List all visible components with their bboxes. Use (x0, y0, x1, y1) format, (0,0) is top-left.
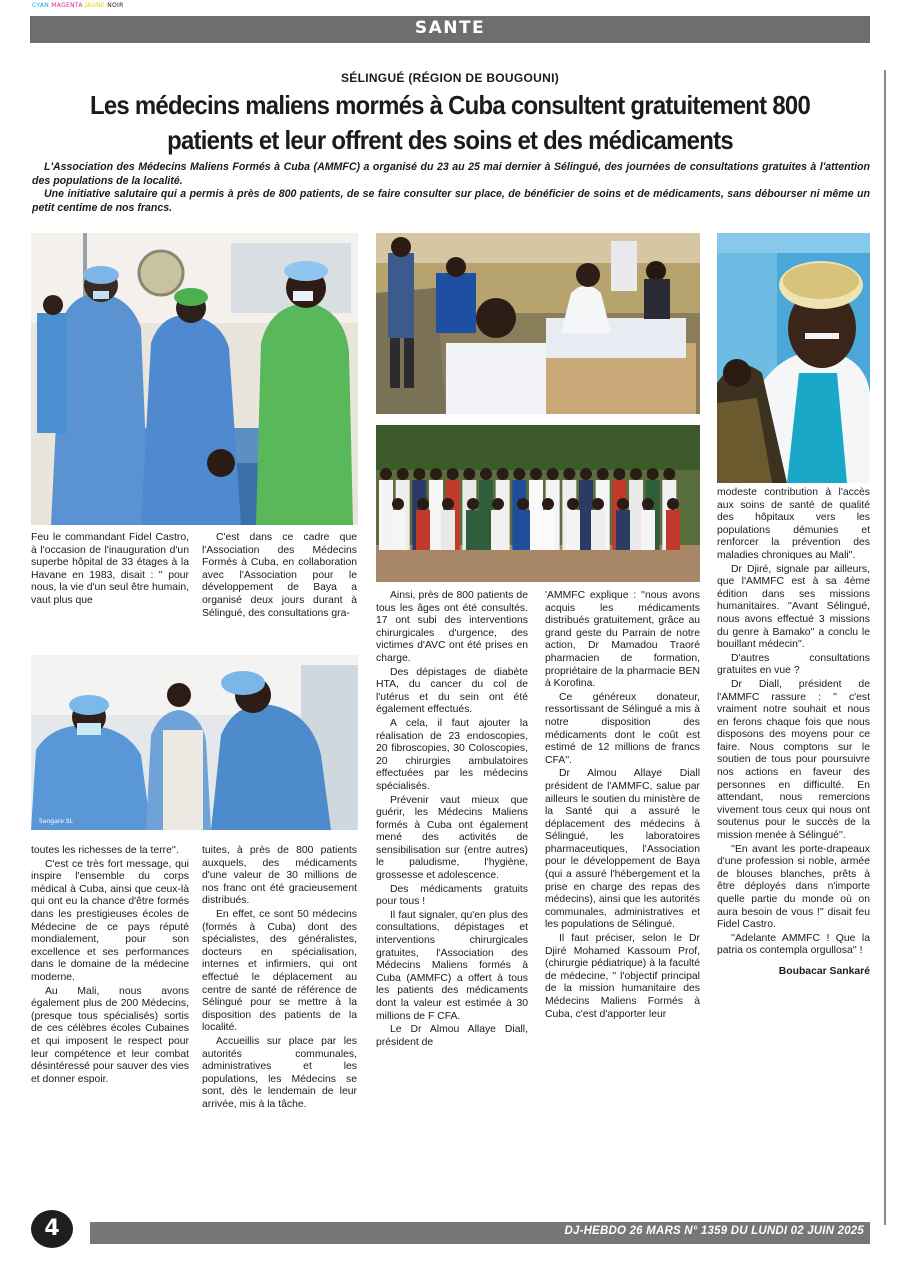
column-2-top (202, 532, 357, 621)
person-figure (541, 510, 555, 550)
person-head (630, 468, 642, 480)
person-head (663, 468, 675, 480)
person-head (442, 498, 454, 510)
paragraph: D'autres consultations gratuites en vue ? (717, 652, 870, 677)
person-head (392, 498, 404, 510)
person-head (430, 468, 442, 480)
photo-credit: Sangare SL (39, 818, 73, 825)
person-head (447, 468, 459, 480)
article-lead (32, 161, 870, 215)
paragraph: Prévenir vaut mieux que guérir, les Médecins Maliens formés à Cuba ont également mené des activités de sensibilisation sur (entre autres) le paludisme, l'hygiène, grossesse et adolescence. (376, 794, 528, 882)
person-figure (391, 510, 405, 550)
person-figure (466, 510, 480, 550)
person-figure (429, 480, 443, 550)
paragraph: 'AMMFC explique : ''nous avons acquis les médicaments distribués gratuitement, grâce au grand geste du Parrain de notre action, Dr Mamadou Traoré pharmacien de formation, propriétaire de la pharmacie BEN à Korofina. (545, 590, 700, 690)
column-3 (376, 590, 528, 1050)
paragraph: toutes les richesses de la terre''. (31, 845, 179, 856)
medical-team-photo (31, 655, 358, 830)
person-head (467, 498, 479, 510)
person-head (547, 468, 559, 480)
paragraph: En effet, ce sont 50 médecins (formés à Cuba) dont des spécialistes, des généralistes, docteurs en spécialisation, internes et infirmiers, qui ont effectué le déplacement au centre de santé de référence de Sélingué pour se mettre à la disposition des patients de la localité. (202, 908, 357, 1034)
paragraph: Ainsi, près de 800 patients de tous les âges ont été consultés. 17 ont subi des interventions chirurgicales d'urgence, des victimes d'AVC ont été prises en charge. (376, 590, 528, 664)
person-head (613, 468, 625, 480)
person-head (580, 468, 592, 480)
column-1-top (31, 532, 189, 609)
column-2-bottom (202, 845, 357, 1112)
person-head (492, 498, 504, 510)
person-figure (491, 510, 505, 550)
person-head (647, 468, 659, 480)
surgery-photo (31, 233, 358, 525)
mark-cyan: CYAN (32, 2, 50, 9)
paragraph: C'est ce très fort message, qui inspire l'ensemble du corps médical à Cuba, ainsi que ceux-là qui ont eu la chance d'être formés dans les prestigieuses écoles de Médecine de ce pays réputé mondialement, pour son excellence et ses performances dans le domaine de la médecine moderne. (31, 858, 189, 983)
person-head (597, 468, 609, 480)
person-figure (566, 510, 580, 550)
person-figure (529, 480, 543, 550)
column-5 (717, 487, 870, 980)
paragraph: modeste contribution à l'accès aux soins de santé de qualité des hôpitaux vers les populations démunies et renforcer la prévention des maladies chroniques au Mali''. (717, 487, 870, 561)
paragraph: C'est dans ce cadre que l'Association des Médecins Formés à Cuba, en collaboration avec l'Association pour le développement de Baya a organisé deux jours durant à Sélingué, des consultations gra- (202, 532, 357, 619)
mark-yellow: JAUNE (85, 2, 105, 9)
person-figure (666, 510, 680, 550)
person-head (497, 468, 509, 480)
page-number: 4 (31, 1210, 73, 1248)
doctor-portrait-photo (717, 233, 870, 483)
person-figure (641, 510, 655, 550)
print-color-marks (32, 2, 124, 9)
person-head (667, 498, 679, 510)
paragraph: Des dépistages de diabète HTA, du cancer du col de l'utérus et du sein ont été également effectués. (376, 666, 528, 716)
lead-paragraph: L'Association des Médecins Maliens Formés à Cuba (AMMFC) a organisé du 23 au 25 mai dernier à Sélingué, des journées de consultations gratuites à l'attention des populations de la localité. (32, 161, 870, 187)
group-photo (376, 425, 700, 582)
paragraph: A cela, il faut ajouter la réalisation de 23 endoscopies, 20 fibroscopies, 30 Coloscopies, 20 chirurgies ambulatoires effectuées par les médecins spécialisés. (376, 717, 528, 792)
footer-bar (90, 1222, 870, 1244)
paragraph: ''Adelante AMMFC ! Que la patria os contempla orgullosa'' ! (717, 932, 870, 957)
person-head (642, 498, 654, 510)
issue-info: DJ-HEBDO 26 MARS N° 1359 DU LUNDI 02 JUIN 2025 (564, 1225, 864, 1237)
person-head (413, 468, 425, 480)
paragraph: Il faut signaler, qu'en plus des consultations, dépistages et interventions chirurgicales gratuites, l'Association des Médecins Maliens formés à Cuba (AMMFC) a offert à tous les patients des médicaments dont la valeur est estimée à 30 millions de F CFA. (376, 909, 528, 1022)
person-head (463, 468, 475, 480)
person-figure (416, 510, 430, 550)
mark-magenta: MAGENTA (51, 2, 83, 9)
person-head (592, 498, 604, 510)
column-1-bottom (31, 845, 189, 1087)
lead-paragraph: Une initiative salutaire qui a permis à près de 800 patients, de se faire consulter sur place, de bénéficier de soins et de médicaments, sans débourser ni même un petit centime de nos francs. (32, 188, 870, 214)
article-kicker: SÉLINGUÉ (RÉGION DE BOUGOUNI) (340, 71, 560, 85)
person-head (380, 468, 392, 480)
person-figure (629, 480, 643, 550)
section-header-bar (30, 16, 870, 43)
paragraph: Il faut préciser, selon le Dr Djiré Mohamed Kassoum Prof, (chirurgie pédiatrique) à la faculté de médecine, '' l'objectif principal de la mission humanitaire des Médecins Maliens Formés à Cuba, c'est d'apporter leur (545, 933, 700, 1020)
article-headline: Les médecins maliens mormés à Cuba consultent gratuitement 800 patients et leur offrent des soins et des médicaments (89, 90, 811, 155)
person-figure (379, 480, 393, 550)
paragraph: ''En avant les porte-drapeaux d'une profession si noble, armée de blouses blanches, prêts à être déployés dans n'importe quelle partie du monde où on aura besoin de vous !'' disait feu Fidel Castro. (717, 843, 870, 931)
person-head (563, 468, 575, 480)
paragraph: Au Mali, nous avons également plus de 200 Médecins, (presque tous spécialisés) sortis de ces célèbres écoles Cubaines et qui imposent le respect pour leur compétence et leur combat désintéressé pour sauver des vies et donner espoir. (31, 985, 189, 1085)
author-signature: Boubacar Sankaré (778, 965, 870, 977)
paragraph: Dr Djiré, signale par ailleurs, que l'AMMFC est à sa 4ème édition dans ses missions humanitaires. ''Avant Sélingué, nous avons effectué 3 missions du genre à Bamako'' a conclu le bouillant médecin''. (717, 563, 870, 651)
paragraph: Accueillis sur place par les autorités communales, administratives et les populations, les Médecins se sont, dès le lendemain de leur arrivée, mis à la tâche. (202, 1035, 357, 1110)
person-head (397, 468, 409, 480)
mark-black: NOIR (107, 2, 124, 9)
paragraph: Le Dr Almou Allaye Diall, président de (376, 1024, 528, 1048)
person-figure (591, 510, 605, 550)
paragraph: tuites, à près de 800 patients auxquels, des médicaments d'une valeur de 30 millions de nos franc ont été gracieusement distribués. (202, 845, 357, 907)
person-head (517, 498, 529, 510)
person-figure (616, 510, 630, 550)
person-head (617, 498, 629, 510)
person-head (567, 498, 579, 510)
section-title: SANTE (414, 18, 486, 38)
paragraph: Feu le commandant Fidel Castro, à l'occasion de l'inauguration d'un superbe hôpital de 33 étages à la Havane en 1983, disait : '' pour nous, la vie d'un seul être humain, vaut plus que (31, 532, 189, 606)
person-head (417, 498, 429, 510)
person-head (530, 468, 542, 480)
person-head (480, 468, 492, 480)
consultation-photo (376, 233, 700, 414)
person-figure (479, 480, 493, 550)
person-head (542, 498, 554, 510)
paragraph: Ce généreux donateur, ressortissant de Sélingué a mis à notre disposition des médicaments dont le coût est estimé de 12 millions de francs CFA''. (545, 691, 700, 766)
person-figure (579, 480, 593, 550)
paragraph: Dr Diall, président de l'AMMFC rassure : '' c'est vraiment notre souhait et nous en ferons chaque fois que nous disposons des moyens pour ce faire. Nous comptons sur le soutien de tous pour poursuivre nos actions en faveur des personnes en difficulté. En attendant, nous remercions vivement tous ceux qui nous ont soutenus pour le succès de la mission menée à Sélingué''. (717, 678, 870, 842)
page-edge-rule (884, 70, 886, 1225)
paragraph: Des médicaments gratuits pour tous ! (376, 883, 528, 908)
person-head (513, 468, 525, 480)
person-figure (441, 510, 455, 550)
paragraph: Dr Almou Allaye Diall président de l'AMMFC, salue par ailleurs le soutien du ministère de la Santé qui a assuré le déplacement des médecins à Sélingué, les laboratoires pharmaceutiques, l'Association pour le développement de Baya (qui a assuré l'hébergement et la prise en charge des repas des médecins), ainsi que les autorités communales, administratives et les populations de Sélingué. (545, 768, 700, 931)
column-4 (545, 590, 700, 1022)
person-figure (516, 510, 530, 550)
